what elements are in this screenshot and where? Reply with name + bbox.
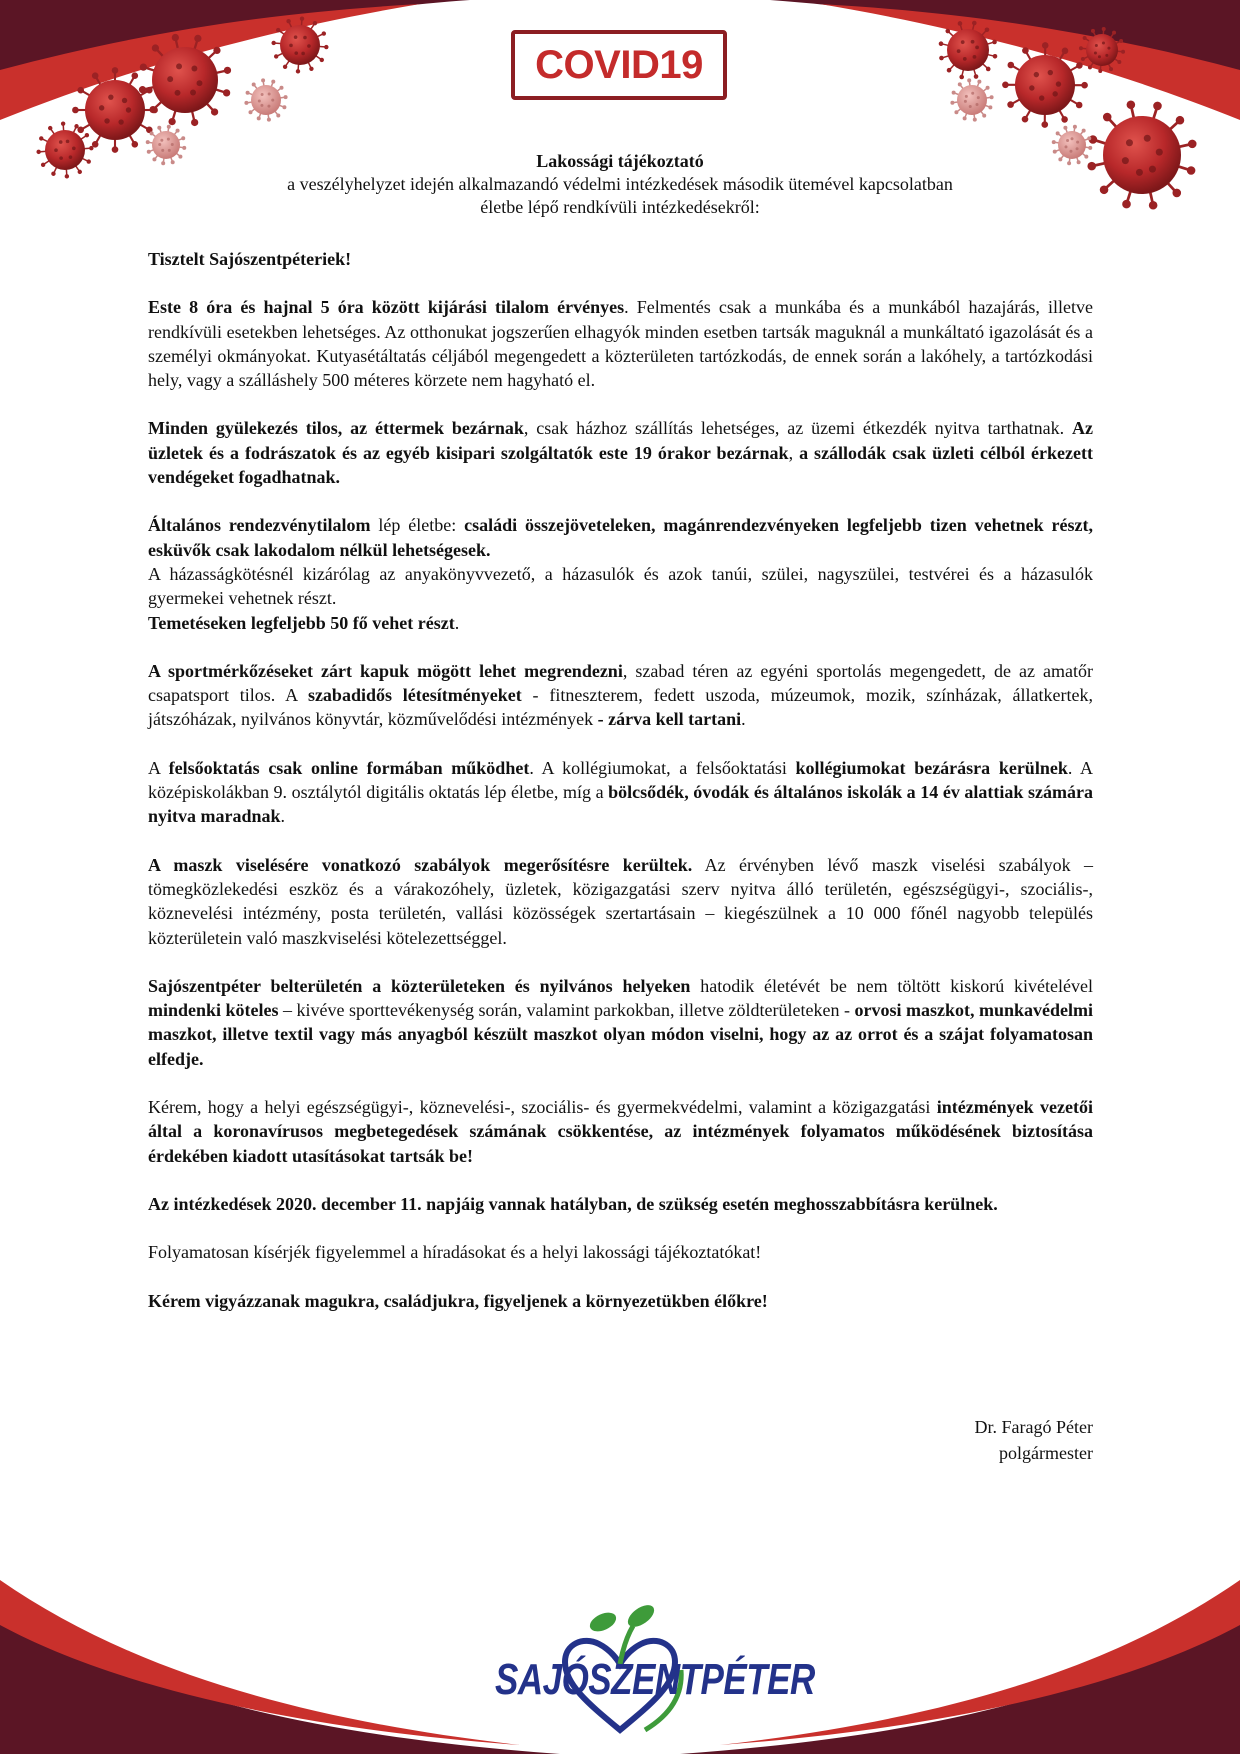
funerals-bold: Temetéseken legfeljebb 50 fő vehet részt <box>148 612 455 633</box>
institutions-bold: intézmények vezetői által a koronavírusos megbetegedések számának csökkentése, az intézmények folyamatos működésének biztosítása érdekében kiadott utasításokat tartsák be! <box>148 1097 1093 1166</box>
town-logo <box>495 1600 815 1745</box>
virus-icon <box>1087 100 1196 209</box>
sports-bold-2: szabadidős létesítményeket <box>307 685 522 706</box>
town-logo-wordmark: SAJÓSZENTPÉTER <box>495 1655 815 1704</box>
events-text-1: lép életbe: <box>370 515 465 536</box>
document-subtitle-line-2: életbe lépő rendkívüli intézkedésekről: <box>480 197 760 217</box>
institutions-text: Kérem, hogy a helyi egészségügyi-, köznevelési-, szociális- és gyermekvédelmi, valamint a közigazgatási <box>148 1097 937 1118</box>
logo-leaf-right <box>624 1601 658 1631</box>
local-mask-bold-2: mindenki köteles <box>148 1000 279 1021</box>
signature-role: polgármester <box>999 1443 1093 1463</box>
virus-icon <box>950 78 993 121</box>
gatherings-bold-3: a szállodák csak üzleti célból érkezett vendégeket fogadhatnak. <box>148 442 1093 488</box>
education-text-1: . A kollégiumokat, a felsőoktatási <box>529 757 796 778</box>
greeting <box>148 247 1093 271</box>
education-text-3: . <box>280 806 286 827</box>
paragraph-local-mask <box>148 974 1093 1071</box>
sports-text-3: . <box>741 709 746 730</box>
gatherings-text-1: , csak házhoz szállítás lehetséges, az üzemi étkezdék nyitva tarthatnak. <box>523 418 1073 439</box>
document-body <box>148 247 1093 1337</box>
signature-name: Dr. Faragó Péter <box>974 1417 1093 1437</box>
paragraph-funerals <box>148 611 1093 635</box>
virus-icon <box>939 21 998 80</box>
paragraph-institutions <box>148 1095 1093 1168</box>
education-bold-2: kollégiumokat bezárásra kerülnek <box>795 757 1068 778</box>
local-mask-text-2: – kivéve sporttevékenység során, valamint parkokban, illetve zöldterületeken - <box>278 1000 855 1021</box>
curfew-text: . Felmentés csak a munkába és a munkából hazajárás, illetve rendkívüli esetekben lehetséges. Az otthonukat jogszerűen elhagyók minden esetben tartsák maguknál a munkáltató igazolását és a személyi okmányokat. Kutyasétáltatás céljából megengedett a közterületen tartózkodás, de ennek során a lakóhely, a tartózkodási hely, vagy a szálláshely 500 méteres körzete nem hagyható el. <box>148 297 1094 391</box>
sports-text-2: - fitneszterem, fedett uszoda, múzeumok, mozik, színházak, állatkertek, játszóházak, nyilvános könyvtár, közművelődési intézmények <box>148 685 1094 730</box>
paragraph-weddings: A házasságkötésnél kizárólag az anyakönyvvezető, a házasulók és azok tanúi, szülei, nagyszülei, testvérei és a házasulók gyermekei vehetnek részt. <box>148 563 1093 609</box>
sports-text-1: , szabad téren az egyéni sportolás megengedett, de az amatőr csapatsport tilos. A <box>148 660 1093 706</box>
paragraph-closing <box>148 1289 1093 1313</box>
virus-icon <box>36 121 93 178</box>
events-bold-1: Általános rendezvénytilalom <box>148 515 371 536</box>
gatherings-bold-1: Minden gyülekezés tilos, az éttermek bezárnak <box>148 418 524 439</box>
signature-block <box>975 1414 1093 1466</box>
document-subtitle-line-1: a veszélyhelyzet idején alkalmazandó védelmi intézkedések második ütemével kapcsolatban <box>287 174 953 194</box>
paragraph-sports <box>148 659 1093 732</box>
education-bold-1: felsőoktatás csak online formában működhet <box>168 757 530 778</box>
greeting-text: Tisztelt Sajószentpéteriek! <box>148 249 352 269</box>
education-text-0: A <box>148 757 169 778</box>
local-mask-text-1: hatodik életévét be nem töltött kiskorú kivételével <box>690 975 1093 996</box>
paragraph-gatherings <box>148 416 1093 489</box>
sports-bold-1: A sportmérkőzéseket zárt kapuk mögött lehet megrendezni <box>148 660 623 681</box>
gatherings-text-2: , <box>788 442 800 463</box>
education-text-2: . A középiskolákban 9. osztálytól digitális oktatás lép életbe, míg a <box>148 757 1094 803</box>
paragraph-education <box>148 756 1093 829</box>
mask-rules-bold: A maszk viselésére vonatkozó szabályok megerősítésre kerültek. <box>148 854 693 875</box>
bottom-band-left <box>0 1600 560 1754</box>
curfew-bold: Este 8 óra és hajnal 5 óra között kijárási tilalom érvényes <box>148 297 625 318</box>
virus-icon <box>244 78 287 121</box>
virus-icon <box>139 34 231 126</box>
document-title: Lakossági tájékoztató <box>536 151 704 171</box>
funerals-text: . <box>454 612 460 633</box>
paragraph-curfew <box>148 295 1093 392</box>
logo-leaf-left <box>587 1609 619 1635</box>
validity-bold: Az intézkedések 2020. december 11. napjáig vannak hatályban, de szükség esetén meghosszabbításra kerülnek. <box>148 1193 998 1214</box>
closing-bold: Kérem vigyázzanak magukra, családjukra, figyeljenek a környezetükben élőkre! <box>148 1290 768 1311</box>
mask-rules-text: Az érvényben lévő maszk viselési szabályok – tömegközlekedési eszköz és a várakozóhely, üzletek, közigazgatási szerv nyitva álló területén, egészségügyi-, szociális-, köznevelési intézmény, posta területén, vallási közösségek szertartásain – kiegészülnek a 10 000 főnél nagyobb település közterületein való maszkviselési kötelezettséggel. <box>148 854 1093 948</box>
document-header <box>150 150 1090 219</box>
education-bold-3: bölcsődék, óvodák és általános iskolák a 14 év alattiak számára nyitva maradnak <box>148 782 1093 827</box>
sports-bold-3: - zárva kell tartani <box>597 709 742 730</box>
paragraph-validity <box>148 1192 1093 1216</box>
paragraph-follow-news: Folyamatosan kísérjék figyelemmel a híradásokat és a helyi lakossági tájékoztatókat! <box>148 1242 762 1263</box>
paragraph-mask-rules <box>148 853 1093 950</box>
paragraph-events <box>148 513 1093 562</box>
events-bold-2: családi összejöveteleken, magánrendezvényeken legfeljebb tizen vehetnek részt, esküvők csak lakodalom nélkül lehetségesek. <box>148 515 1093 560</box>
local-mask-bold-3: orvosi maszkot, munkavédelmi maszkot, illetve textil vagy más anyagból készült maszkot olyan módon viselni, hogy az az orrot és a szájat folyamatosan elfedje. <box>148 1000 1093 1069</box>
local-mask-bold-1: Sajószentpéter belterületén a közterületeken és nyilvános helyeken <box>148 975 691 996</box>
gatherings-bold-2: Az üzletek és a fodrászatok és az egyéb kisipari szolgáltatók este 19 órakor bezárnak <box>148 418 1094 463</box>
covid19-badge: COVID19 <box>511 30 727 100</box>
